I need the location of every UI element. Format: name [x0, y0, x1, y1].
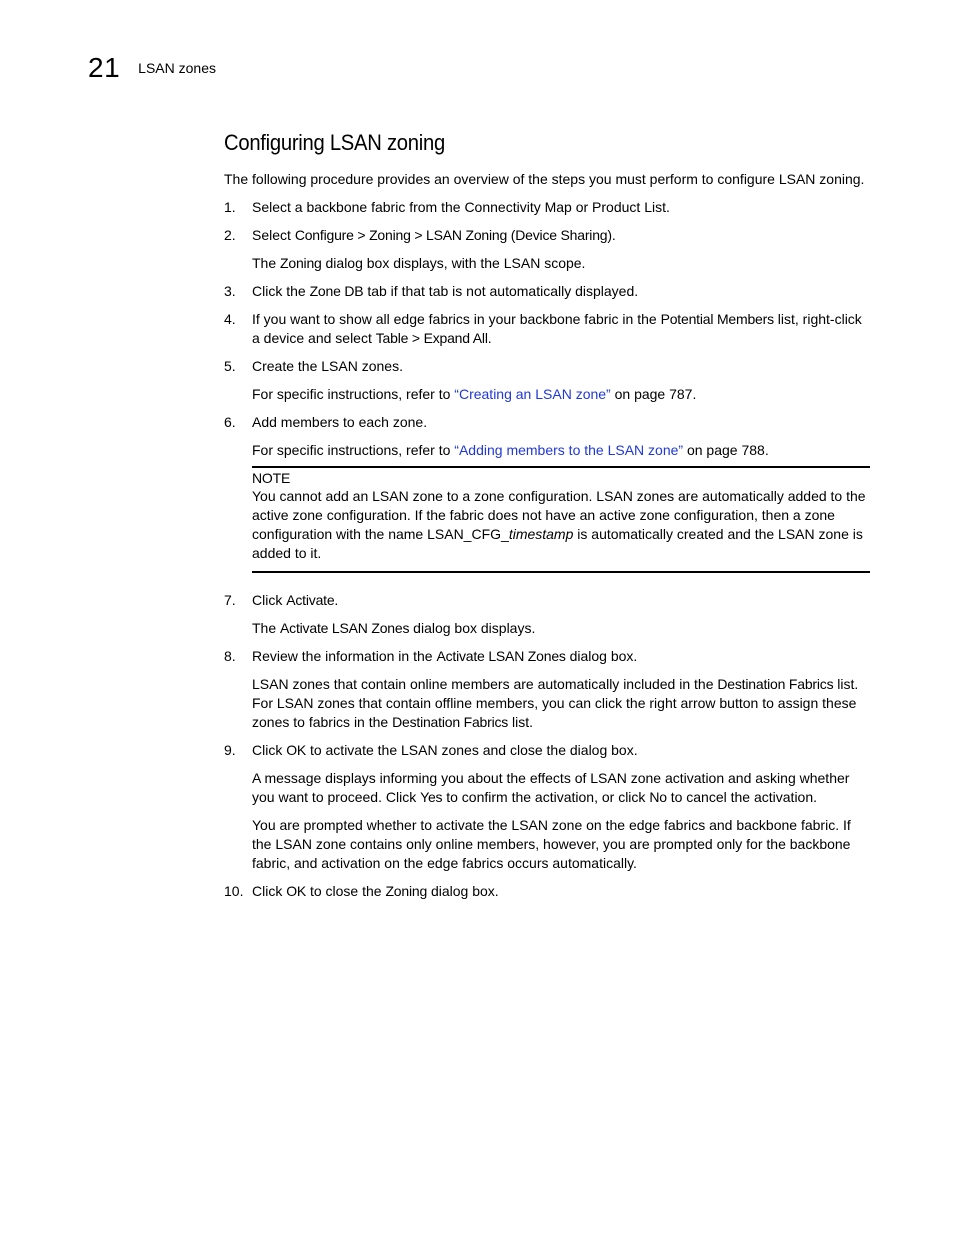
chapter-title: LSAN zones: [138, 60, 216, 76]
step-6-detail: For specific instructions, refer to “Adding members to the LSAN zone” on page 788.: [252, 442, 769, 458]
ui-term: Activate.: [286, 592, 339, 608]
ui-term: Activate LSAN Zones: [436, 648, 566, 664]
intro-paragraph: The following procedure provides an overview of the steps you must perform to configure LSAN zoning.: [224, 171, 865, 187]
cross-reference-link[interactable]: “Adding members to the LSAN zone”: [454, 442, 684, 458]
step-number: 8.: [224, 648, 236, 664]
ui-term: Destination Fabrics: [717, 676, 834, 692]
ui-term: Destination Fabrics: [392, 714, 509, 730]
step-4: [224, 310, 870, 348]
step-text: Review the information in the Activate LSAN Zones dialog box.: [252, 648, 638, 664]
note-text: You cannot add an LSAN zone to a zone configuration. LSAN zones are automatically added to the active zone configuration. If the fabric does not have an active zone configuration, then a zone configuration with the name LSAN_CFG_timestamp is automatically created and the LSAN zone is added to it.: [252, 488, 866, 561]
step-5-detail: For specific instructions, refer to “Creating an LSAN zone” on page 787.: [252, 386, 697, 402]
step-2: [224, 226, 870, 245]
menu-path: Configure > Zoning > LSAN Zoning (Device Sharing): [294, 227, 612, 243]
step-text: Select Configure > Zoning > LSAN Zoning (Device Sharing).: [252, 227, 616, 243]
step-number: 9.: [224, 742, 236, 758]
step-text: Click OK to close the Zoning dialog box.: [252, 883, 499, 899]
main-content: [224, 130, 870, 910]
step-number: 6.: [224, 414, 236, 430]
step-3: [224, 282, 870, 301]
step-text: If you want to show all edge fabrics in your backbone fabric in the Potential Members list, right-click a device and select Table > Expand All.: [252, 311, 862, 346]
step-text: Select a backbone fabric from the Connectivity Map or Product List.: [252, 199, 670, 215]
page-header: [88, 52, 216, 84]
step-number: 7.: [224, 592, 236, 608]
step-9-detail-2: You are prompted whether to activate the LSAN zone on the edge fabrics and backbone fabric. If the LSAN zone contains only online members, however, you are prompted only for the backbone fabric, and activation on the edge fabrics occurs automatically.: [252, 817, 851, 871]
step-1: [224, 198, 870, 217]
ui-term: Activate LSAN Zones: [280, 620, 410, 636]
note-box: [252, 466, 870, 573]
step-8-detail: LSAN zones that contain online members are automatically included in the Destination Fabrics list. For LSAN zones that contain offline members, you can click the right arrow button to assign these zones to fabrics in the Destination Fabrics list.: [252, 676, 859, 730]
chapter-number: 21: [88, 52, 121, 83]
step-6: [224, 413, 870, 432]
ui-term: Yes: [420, 789, 443, 805]
step-text: Click the Zone DB tab if that tab is not automatically displayed.: [252, 283, 639, 299]
ui-term: Zoning: [385, 883, 428, 899]
ui-term: Zone DB: [309, 283, 364, 299]
step-number: 5.: [224, 358, 236, 374]
step-2-detail: The Zoning dialog box displays, with the LSAN scope.: [252, 255, 586, 271]
step-8: [224, 647, 870, 666]
ui-term: OK: [286, 742, 307, 758]
step-text: Click OK to activate the LSAN zones and close the dialog box.: [252, 742, 638, 758]
step-text: Create the LSAN zones.: [252, 358, 403, 374]
step-9-detail-1: A message displays informing you about the effects of LSAN zone activation and asking whether you want to proceed. Click Yes to confirm the activation, or click No to cancel the activation.: [252, 770, 850, 805]
ui-term: OK: [286, 883, 307, 899]
step-7: [224, 591, 870, 610]
step-text: Click Activate.: [252, 592, 339, 608]
ui-term: Zoning: [280, 255, 322, 271]
step-10: [224, 882, 870, 901]
menu-path: Table > Expand All: [375, 330, 488, 346]
ui-term: No: [649, 789, 667, 805]
section-title: Configuring LSAN zoning: [224, 130, 445, 155]
step-number: 10.: [224, 883, 244, 899]
step-text: Add members to each zone.: [252, 414, 428, 430]
step-number: 3.: [224, 283, 236, 299]
cross-reference-link[interactable]: “Creating an LSAN zone”: [454, 386, 611, 402]
step-9: [224, 741, 870, 760]
note-label: NOTE: [252, 470, 291, 486]
step-number: 4.: [224, 311, 236, 327]
ui-term: Potential Members: [660, 311, 774, 327]
step-7-detail: The Activate LSAN Zones dialog box displays.: [252, 620, 536, 636]
step-number: 1.: [224, 199, 236, 215]
step-number: 2.: [224, 227, 236, 243]
step-5: [224, 357, 870, 376]
